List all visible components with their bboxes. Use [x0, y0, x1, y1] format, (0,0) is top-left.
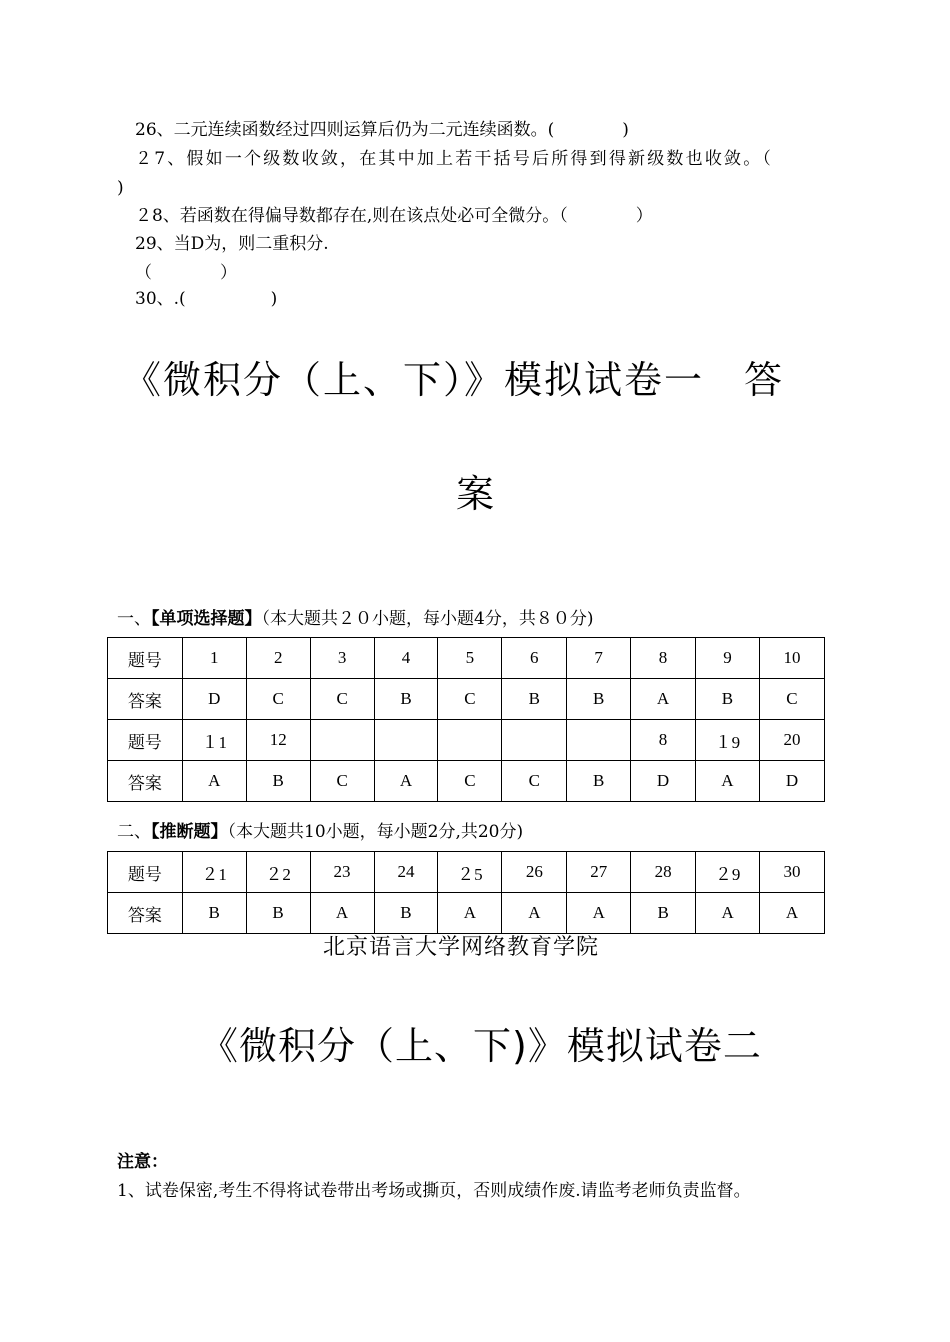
table-cell: 28 — [631, 852, 696, 893]
table-cell: D — [631, 761, 696, 802]
question-26: 26、二元连续函数经过四则运算后仍为二元连续函数。( ) — [135, 120, 629, 140]
question-27: ２7、假如一个级数收敛，在其中加上若干括号后所得到得新级数也收敛。（ — [135, 149, 774, 169]
section1-title: 【单项选择题】 — [151, 609, 262, 629]
table-cell: B — [374, 893, 438, 934]
table-cell: 26 — [502, 852, 567, 893]
table-cell: 24 — [374, 852, 438, 893]
school-name: 北京语言大学网络教育学院 — [323, 935, 600, 960]
question-29-answer-blank: （ ） — [135, 263, 237, 283]
answer-key-title: 《微积分（上、下）》模拟试卷一 答 — [123, 358, 785, 402]
table-cell: A — [310, 893, 374, 934]
table-cell: C — [246, 679, 310, 720]
table-cell — [374, 720, 438, 761]
section1-note: （本大题共２０小题，每小题4分，共８０分) — [261, 609, 594, 629]
table-row — [108, 893, 825, 934]
table-cell: ２2 — [246, 852, 310, 893]
section2-number: 二、 — [117, 822, 151, 842]
table-row — [108, 761, 825, 802]
table-cell — [567, 720, 631, 761]
section2-title: 【推断题】 — [151, 822, 228, 842]
table-cell: B — [567, 761, 631, 802]
table-cell — [502, 720, 567, 761]
table-cell: 2 — [246, 638, 310, 679]
question-30: 30、.( ) — [135, 289, 278, 309]
row-header-cell: 答案 — [108, 893, 183, 934]
table-cell: D — [759, 761, 824, 802]
table-cell: 12 — [246, 720, 310, 761]
table-cell: A — [502, 893, 567, 934]
table-cell: A — [631, 679, 696, 720]
table-cell: ２1 — [182, 852, 246, 893]
table-cell: 7 — [567, 638, 631, 679]
row-header-cell: 题号 — [108, 720, 183, 761]
table-cell: D — [182, 679, 246, 720]
section2-note: （本大题共10小题，每小题2分,共20分) — [227, 822, 524, 842]
section2-heading — [117, 821, 523, 843]
table-cell: A — [760, 893, 825, 934]
table-cell: B — [246, 761, 310, 802]
answer-table-single-choice — [107, 637, 825, 802]
table-cell: B — [502, 679, 567, 720]
table-cell: 23 — [310, 852, 374, 893]
table-cell: A — [695, 761, 759, 802]
question-28: ２8、若函数在得偏导数都存在,则在该点处必可全微分。（ ） — [135, 206, 653, 226]
table-cell: B — [695, 679, 759, 720]
table-cell: 9 — [695, 638, 759, 679]
table-cell: １1 — [182, 720, 246, 761]
table-cell: ２5 — [438, 852, 502, 893]
table-cell: 6 — [502, 638, 567, 679]
table-cell: B — [631, 893, 696, 934]
table-cell: 20 — [759, 720, 824, 761]
table-cell: A — [438, 893, 502, 934]
table-row — [108, 852, 825, 893]
table-cell: 4 — [374, 638, 438, 679]
row-header-cell: 题号 — [108, 638, 183, 679]
table-cell: A — [567, 893, 631, 934]
row-header-cell: 题号 — [108, 852, 183, 893]
table-cell: 8 — [631, 638, 696, 679]
table-cell: A — [696, 893, 760, 934]
table-cell: １9 — [695, 720, 759, 761]
table-cell: B — [567, 679, 631, 720]
question-29: 29、当D为，则二重积分. — [135, 234, 329, 254]
table-row — [108, 679, 825, 720]
table-cell: B — [374, 679, 438, 720]
table-cell: C — [310, 761, 374, 802]
question-27-continued: ) — [117, 178, 124, 198]
row-header-cell: 答案 — [108, 761, 183, 802]
table-cell: B — [182, 893, 246, 934]
notice-label: 注意： — [117, 1152, 168, 1172]
notice-item-1: 1、试卷保密,考生不得将试卷带出考场或撕页，否则成绩作废.请监考老师负责监督。 — [117, 1181, 751, 1201]
answer-table-true-false — [107, 851, 825, 934]
table-cell: 5 — [438, 638, 502, 679]
section1-heading — [117, 608, 593, 630]
table-cell: 3 — [310, 638, 374, 679]
table-cell: ２9 — [696, 852, 760, 893]
table-cell: A — [182, 761, 246, 802]
table-cell: C — [502, 761, 567, 802]
table-cell: A — [374, 761, 438, 802]
table-cell: 8 — [631, 720, 696, 761]
table-cell: C — [438, 679, 502, 720]
answer-key-title-continued: 案 — [456, 472, 496, 516]
table-cell: 1 — [182, 638, 246, 679]
table-cell: 10 — [759, 638, 824, 679]
table-cell — [438, 720, 502, 761]
table-cell: C — [759, 679, 824, 720]
table-cell: B — [246, 893, 310, 934]
table-cell: C — [438, 761, 502, 802]
exam2-title: 《微积分（上、下)》模拟试卷二 — [200, 1024, 762, 1068]
section1-number: 一、 — [117, 609, 151, 629]
table-cell: C — [310, 679, 374, 720]
row-header-cell: 答案 — [108, 679, 183, 720]
table-cell: 30 — [760, 852, 825, 893]
table-row — [108, 720, 825, 761]
table-cell — [310, 720, 374, 761]
table-cell: 27 — [567, 852, 631, 893]
table-row — [108, 638, 825, 679]
